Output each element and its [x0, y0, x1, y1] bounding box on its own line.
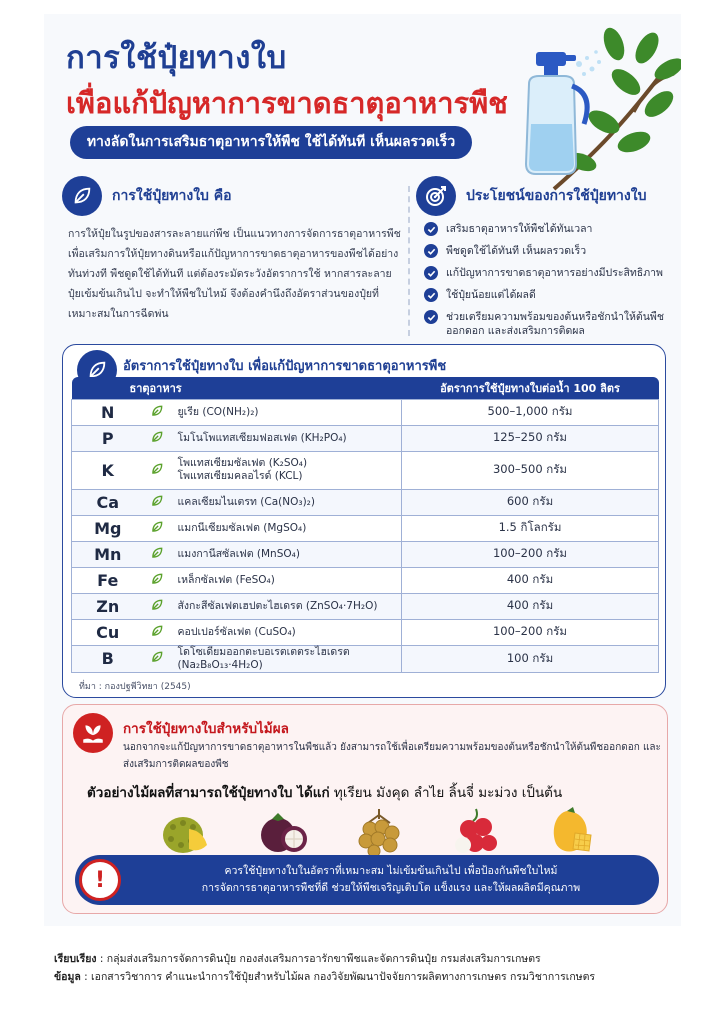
warning-line-1: ควรใช้ปุ๋ยทางใบในอัตราที่เหมาะสม ไม่เข้มข้นเกินไป เพื่อป้องกันพืชใบไหม้ — [224, 865, 558, 877]
warning-icon: ! — [79, 859, 121, 901]
rate-cell: 400 กรัม — [402, 567, 659, 593]
fruit-images — [159, 805, 599, 861]
rate-table-card — [62, 344, 666, 698]
table-row — [72, 425, 659, 451]
rate-table — [71, 377, 659, 673]
check-icon — [424, 288, 438, 302]
benefits-section — [416, 174, 678, 346]
list-item: ช่วยเตรียมความพร้อมของต้นหรือชักนำให้ต้นพืชออกดอก และส่งเสริมการติดผล — [424, 310, 678, 338]
table-header-rate: อัตราการใช้ปุ๋ยทางใบต่อน้ำ 100 ลิตร — [402, 377, 659, 399]
warning-line-2: การจัดการธาตุอาหารพืชที่ดี ช่วยให้พืชเจริญเติบโต แข็งแรง และให้ผลผลิตมีคุณภาพ — [201, 882, 581, 894]
leaf-icon — [144, 489, 170, 515]
table-row — [72, 489, 659, 515]
nutrient-symbol: Ca — [72, 489, 144, 515]
definition-section — [62, 174, 402, 324]
leaf-icon — [144, 425, 170, 451]
fertilizer-name: โพแทสเซียมซัลเฟต (K₂SO₄) — [177, 457, 308, 469]
definition-text: การให้ปุ๋ยในรูปของสารละลายแก่พืช เป็นแนวทางการจัดการธาตุอาหารพืช เพื่อเสริมการให้ปุ๋ยทางดินหรือแก้ปัญหาการขาดธาตุอาหารของพืชได้อย่างทันท่วงที พืชดูดใช้ได้ทันที แต่ต้องระมัดระวังอัตราการใช้ หากสารละลายปุ๋ยเข้มข้นเกินไป จะทำให้พืชใบไหม้ จึงต้องคำนึงถึงอัตราส่วนของปุ๋ยที่เหมาะสมในการฉีดพ่น — [68, 228, 401, 320]
leaf-icon — [144, 645, 170, 672]
nutrient-symbol: K — [72, 451, 144, 489]
longan-icon — [352, 805, 406, 859]
check-icon — [424, 222, 438, 236]
rate-cell: 400 กรัม — [402, 593, 659, 619]
table-header-nutrient: ธาตุอาหาร — [72, 377, 402, 399]
lychee-icon — [449, 805, 503, 859]
rate-cell: 300–500 กรัม — [402, 451, 659, 489]
check-icon — [424, 310, 438, 324]
rate-cell: 100–200 กรัม — [402, 619, 659, 645]
footer-credits — [54, 950, 595, 986]
poster — [44, 14, 681, 926]
durian-icon — [159, 805, 213, 859]
fertilizer-name: แมกนีเซียมซัลเฟต (MgSO₄) — [177, 521, 307, 534]
rate-cell: 100 กรัม — [402, 645, 659, 672]
table-source: ที่มา : กองปฐพีวิทยา (2545) — [79, 682, 191, 692]
fertilizer-name: สังกะสีซัลเฟตเฮปตะไฮเดรต (ZnSO₄·7H₂O) — [177, 599, 378, 612]
list-item: ใช้ปุ๋ยน้อยแต่ได้ผลดี — [424, 288, 678, 302]
table-row — [72, 541, 659, 567]
mangosteen-icon — [256, 805, 310, 859]
nutrient-symbol: Fe — [72, 567, 144, 593]
fertilizer-cell — [170, 515, 402, 541]
fertilizer-cell — [170, 489, 402, 515]
fruit-section — [62, 704, 668, 914]
list-item: เสริมธาตุอาหารให้พืชได้ทันเวลา — [424, 222, 678, 236]
table-row — [72, 567, 659, 593]
table-row — [72, 593, 659, 619]
check-icon — [424, 266, 438, 280]
fertilizer-cell — [170, 451, 402, 489]
title-line-2: เพื่อแก้ปัญหาการขาดธาตุอาหารพืช — [66, 86, 508, 120]
benefits-title: ประโยชน์ของการใช้ปุ๋ยทางใบ — [466, 188, 647, 204]
mango-icon — [545, 805, 599, 859]
table-row — [72, 451, 659, 489]
leaf-icon — [144, 541, 170, 567]
fertilizer-name: โดโซเดียมออกตะบอเรตเตตระไฮเดรต (Na₂B₈O₁₃·4H₂O) — [177, 645, 350, 671]
rate-cell: 600 กรัม — [402, 489, 659, 515]
table-row — [72, 515, 659, 541]
fertilizer-cell — [170, 645, 402, 672]
leaf-icon — [62, 176, 102, 216]
nutrient-symbol: P — [72, 425, 144, 451]
rate-cell: 125–250 กรัม — [402, 425, 659, 451]
fertilizer-name: โพแทสเซียมคลอไรด์ (KCL) — [177, 470, 303, 482]
list-item: แก้ปัญหาการขาดธาตุอาหารอย่างมีประสิทธิภาพ — [424, 266, 678, 280]
leaf-icon — [144, 593, 170, 619]
nutrient-symbol: Mn — [72, 541, 144, 567]
column-divider — [408, 186, 410, 336]
nutrient-symbol: B — [72, 645, 144, 672]
nutrient-symbol: Cu — [72, 619, 144, 645]
leaf-icon — [144, 567, 170, 593]
table-row — [72, 619, 659, 645]
footer-data-source: ข้อมูล : เอกสารวิชาการ คำแนะนำการใช้ปุ๋ยสำหรับไม้ผล กองวิจัยพัฒนาปัจจัยการผลิตทางการเกษตร กรมวิชาการเกษตร — [54, 971, 596, 983]
spray-bottle-icon — [484, 24, 681, 194]
warning-banner — [75, 855, 659, 905]
target-icon — [416, 176, 456, 216]
fertilizer-cell — [170, 399, 402, 425]
fruit-title: การใช้ปุ๋ยทางใบสำหรับไม้ผล — [123, 721, 289, 737]
fertilizer-cell — [170, 425, 402, 451]
list-item: พืชดูดใช้ได้ทันที เห็นผลรวดเร็ว — [424, 244, 678, 258]
benefits-list — [416, 222, 678, 338]
fertilizer-cell — [170, 541, 402, 567]
table-row — [72, 399, 659, 425]
title-line-1: การใช้ปุ๋ยทางใบ — [66, 40, 287, 76]
fertilizer-name: แมงกานีสซัลเฟต (MnSO₄) — [177, 547, 300, 560]
fertilizer-cell — [170, 619, 402, 645]
plant-hand-icon — [73, 713, 113, 753]
footer-compiled: เรียบเรียง : กลุ่มส่งเสริมการจัดการดินปุ๋ย กองส่งเสริมการอารักขาพืชและจัดการดินปุ๋ย กรมส่งเสริมการเกษตร — [54, 953, 541, 965]
fruit-examples: ตัวอย่างไม้ผลที่สามารถใช้ปุ๋ยทางใบ ได้แก่ ทุเรียน มังคุด ลำไย ลิ้นจี่ มะม่วง เป็นต้น — [87, 785, 563, 801]
rate-cell: 500–1,000 กรัม — [402, 399, 659, 425]
fertilizer-cell — [170, 593, 402, 619]
rate-cell: 1.5 กิโลกรัม — [402, 515, 659, 541]
definition-title: การใช้ปุ๋ยทางใบ คือ — [112, 188, 232, 204]
nutrient-symbol: Zn — [72, 593, 144, 619]
leaf-icon — [144, 451, 170, 489]
leaf-icon — [144, 399, 170, 425]
leaf-icon — [144, 515, 170, 541]
table-row — [72, 645, 659, 672]
rate-cell: 100–200 กรัม — [402, 541, 659, 567]
fertilizer-name: เหล็กซัลเฟต (FeSO₄) — [177, 573, 275, 586]
fertilizer-name: แคลเซียมไนเตรท (Ca(NO₃)₂) — [177, 495, 315, 508]
fertilizer-name: ยูเรีย (CO(NH₂)₂) — [177, 405, 259, 418]
table-title: อัตราการใช้ปุ๋ยทางใบ เพื่อแก้ปัญหาการขาดธาตุอาหารพืช — [123, 359, 447, 374]
fruit-text: นอกจากจะแก้ปัญหาการขาดธาตุอาหารในพืชแล้ว ยังสามารถใช้เพื่อเตรียมความพร้อมของต้นหรือชักนำให้ต้นพืชออกดอก และส่งเสริมการติดผลของพืช — [123, 742, 661, 770]
nutrient-symbol: N — [72, 399, 144, 425]
check-icon — [424, 244, 438, 258]
fertilizer-name: โมโนโพแทสเซียมฟอสเฟต (KH₂PO₄) — [177, 431, 347, 444]
subtitle-banner: ทางลัดในการเสริมธาตุอาหารให้พืช ใช้ได้ทันที เห็นผลรวดเร็ว — [70, 126, 472, 159]
leaf-icon — [144, 619, 170, 645]
fertilizer-name: คอปเปอร์ซัลเฟต (CuSO₄) — [177, 625, 296, 638]
nutrient-symbol: Mg — [72, 515, 144, 541]
fertilizer-cell — [170, 567, 402, 593]
